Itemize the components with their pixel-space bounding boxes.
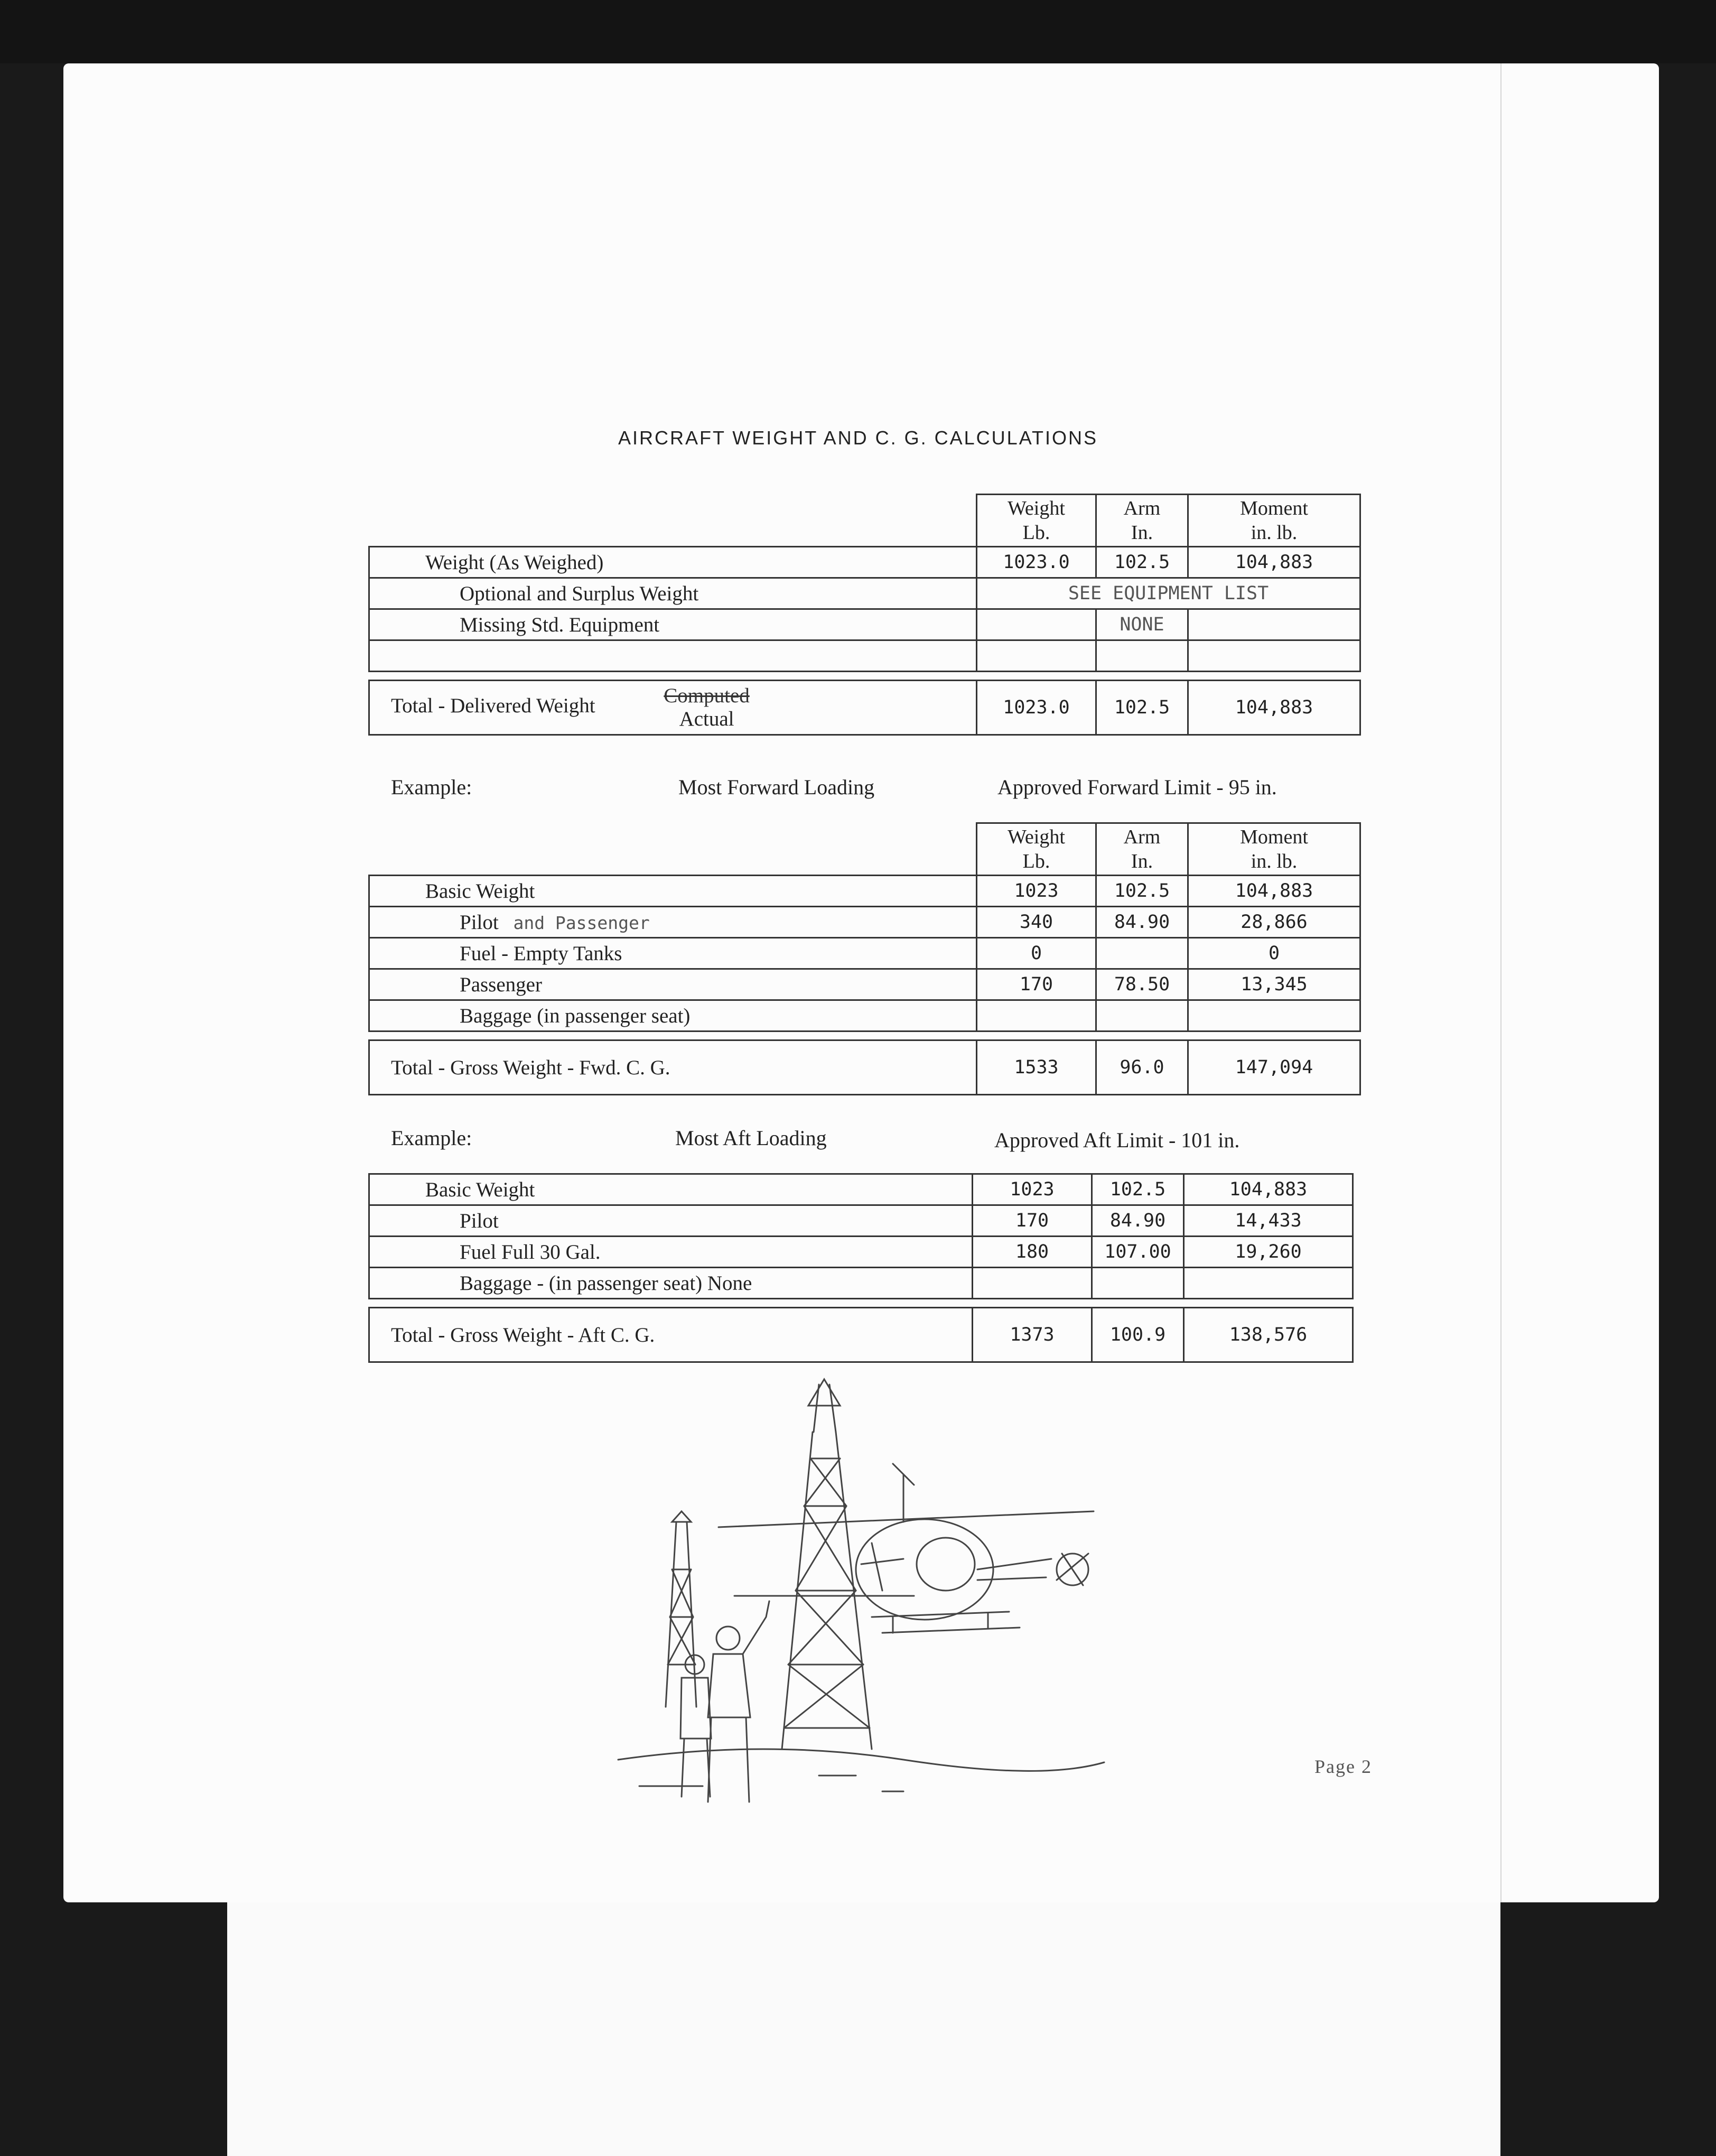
example-name: Most Aft Loading: [675, 1126, 827, 1150]
approved-limit: Approved Forward Limit - 95 in.: [997, 775, 1277, 799]
arm-cell: 107.00: [1092, 1237, 1184, 1268]
moment-cell: 19,260: [1184, 1237, 1353, 1268]
page-number: Page 2: [1314, 1756, 1372, 1777]
weight-cell: 1023: [973, 1174, 1092, 1205]
tall-derrick-icon: [734, 1379, 914, 1749]
actual-label: Actual: [679, 708, 734, 730]
double-rule: [369, 1031, 1360, 1040]
moment-cell: [1188, 1000, 1360, 1031]
moment-cell: 104,883: [1188, 681, 1360, 735]
arm-cell: 102.5: [1092, 1174, 1184, 1205]
forward-loading-table: [368, 822, 1361, 1095]
row-label: Fuel Full 30 Gal.: [369, 1237, 973, 1268]
table-row: [369, 876, 1360, 907]
total-label: Total - Gross Weight - Aft C. G.: [369, 1308, 973, 1362]
moment-cell: [1188, 609, 1360, 640]
weight-cell: [973, 1268, 1092, 1299]
table-row: [369, 907, 1360, 938]
under-sheet: [227, 1902, 1500, 2156]
total-label: Total - Gross Weight - Fwd. C. G.: [369, 1040, 977, 1095]
moment-cell: [1188, 640, 1360, 672]
table-row: [369, 938, 1360, 969]
weight-cell: 170: [973, 1205, 1092, 1237]
arm-cell: NONE: [1096, 609, 1188, 640]
arm-column-header: Arm In.: [1096, 823, 1188, 876]
example-prefix: Example:: [391, 1126, 472, 1150]
table-row: [369, 1237, 1353, 1268]
moment-cell: 104,883: [1188, 876, 1360, 907]
aft-loading-table: [368, 1173, 1354, 1363]
weight-cell: 1023.0: [977, 681, 1096, 735]
table-row: [369, 1174, 1353, 1205]
weight-cell: 1533: [977, 1040, 1096, 1095]
weight-cell: 1373: [973, 1308, 1092, 1362]
table-row: [369, 1000, 1360, 1031]
table-row: [369, 969, 1360, 1000]
arm-cell: [1092, 1268, 1184, 1299]
row-label: Missing Std. Equipment: [369, 609, 977, 640]
total-row: [369, 681, 1360, 735]
moment-column-header: Moment in. lb.: [1188, 495, 1360, 547]
helicopter-icon: [719, 1464, 1094, 1633]
table-row: [369, 547, 1360, 578]
computed-label: Computed: [664, 684, 750, 707]
weight-cell: [977, 1000, 1096, 1031]
weight-cell: 340: [977, 907, 1096, 938]
row-label: Basic Weight: [369, 1174, 973, 1205]
example-prefix: Example:: [391, 775, 472, 799]
table-header-row: [369, 495, 1360, 547]
moment-cell: 14,433: [1184, 1205, 1353, 1237]
total-row: [369, 1308, 1353, 1362]
arm-cell: 102.5: [1096, 547, 1188, 578]
arm-cell: 96.0: [1096, 1040, 1188, 1095]
weight-cell: 1023: [977, 876, 1096, 907]
weight-cell: [977, 640, 1096, 672]
page-edge-line: [1500, 63, 1502, 1902]
equipment-note: SEE EQUIPMENT LIST: [977, 578, 1360, 609]
row-label: Fuel - Empty Tanks: [369, 938, 977, 969]
table-row: [369, 640, 1360, 672]
arm-cell: 84.90: [1092, 1205, 1184, 1237]
total-label: Total - Delivered Weight: [391, 694, 595, 717]
weight-cell: 1023.0: [977, 547, 1096, 578]
page-title: AIRCRAFT WEIGHT AND C. G. CALCULATIONS: [618, 427, 1098, 449]
weight-cell: 0: [977, 938, 1096, 969]
arm-cell: 100.9: [1092, 1308, 1184, 1362]
row-label: Optional and Surplus Weight: [369, 578, 977, 609]
arm-column-header: Arm In.: [1096, 495, 1188, 547]
arm-cell: [1096, 1000, 1188, 1031]
row-label: Pilot: [460, 910, 499, 934]
weight-column-header: Weight Lb.: [977, 495, 1096, 547]
arm-cell: 84.90: [1096, 907, 1188, 938]
row-label: Passenger: [369, 969, 977, 1000]
row-label: Baggage - (in passenger seat) None: [369, 1268, 973, 1299]
weight-cell: 170: [977, 969, 1096, 1000]
table-row: [369, 1268, 1353, 1299]
moment-cell: [1184, 1268, 1353, 1299]
delivered-weight-table: [368, 494, 1361, 736]
moment-cell: 138,576: [1184, 1308, 1353, 1362]
ground-marks: [639, 1776, 903, 1791]
arm-cell: [1096, 640, 1188, 672]
moment-cell: 104,883: [1188, 547, 1360, 578]
approved-limit: Approved Aft Limit - 101 in.: [994, 1128, 1240, 1152]
arm-cell: 78.50: [1096, 969, 1188, 1000]
arm-cell: 102.5: [1096, 876, 1188, 907]
example-name: Most Forward Loading: [678, 775, 875, 799]
ground-line: [618, 1749, 1104, 1771]
total-label-cell: [369, 681, 977, 735]
table-row: [369, 1205, 1353, 1237]
computed-actual-label: [664, 684, 750, 731]
table-header-row: [369, 823, 1360, 876]
table-row: [369, 609, 1360, 640]
row-label-extra: and Passenger: [513, 912, 650, 933]
moment-cell: 0: [1188, 938, 1360, 969]
row-label: Basic Weight: [369, 876, 977, 907]
table-row: [369, 578, 1360, 609]
row-label: Pilot: [369, 1205, 973, 1237]
moment-cell: 147,094: [1188, 1040, 1360, 1095]
row-label: Baggage (in passenger seat): [369, 1000, 977, 1031]
helicopter-oil-derrick-illustration: [608, 1369, 1115, 1813]
arm-cell: [1096, 938, 1188, 969]
arm-cell: 102.5: [1096, 681, 1188, 735]
row-label: [369, 640, 977, 672]
double-rule: [369, 1299, 1353, 1308]
moment-cell: 28,866: [1188, 907, 1360, 938]
weight-cell: 180: [973, 1237, 1092, 1268]
total-row: [369, 1040, 1360, 1095]
row-label-cell: [369, 907, 977, 938]
weight-cell: [977, 609, 1096, 640]
figures-icon: [680, 1601, 769, 1802]
double-rule: [369, 672, 1360, 681]
moment-cell: 13,345: [1188, 969, 1360, 1000]
row-label: Weight (As Weighed): [369, 547, 977, 578]
moment-column-header: Moment in. lb.: [1188, 823, 1360, 876]
scan-border-top: [0, 0, 1716, 63]
weight-column-header: Weight Lb.: [977, 823, 1096, 876]
moment-cell: 104,883: [1184, 1174, 1353, 1205]
